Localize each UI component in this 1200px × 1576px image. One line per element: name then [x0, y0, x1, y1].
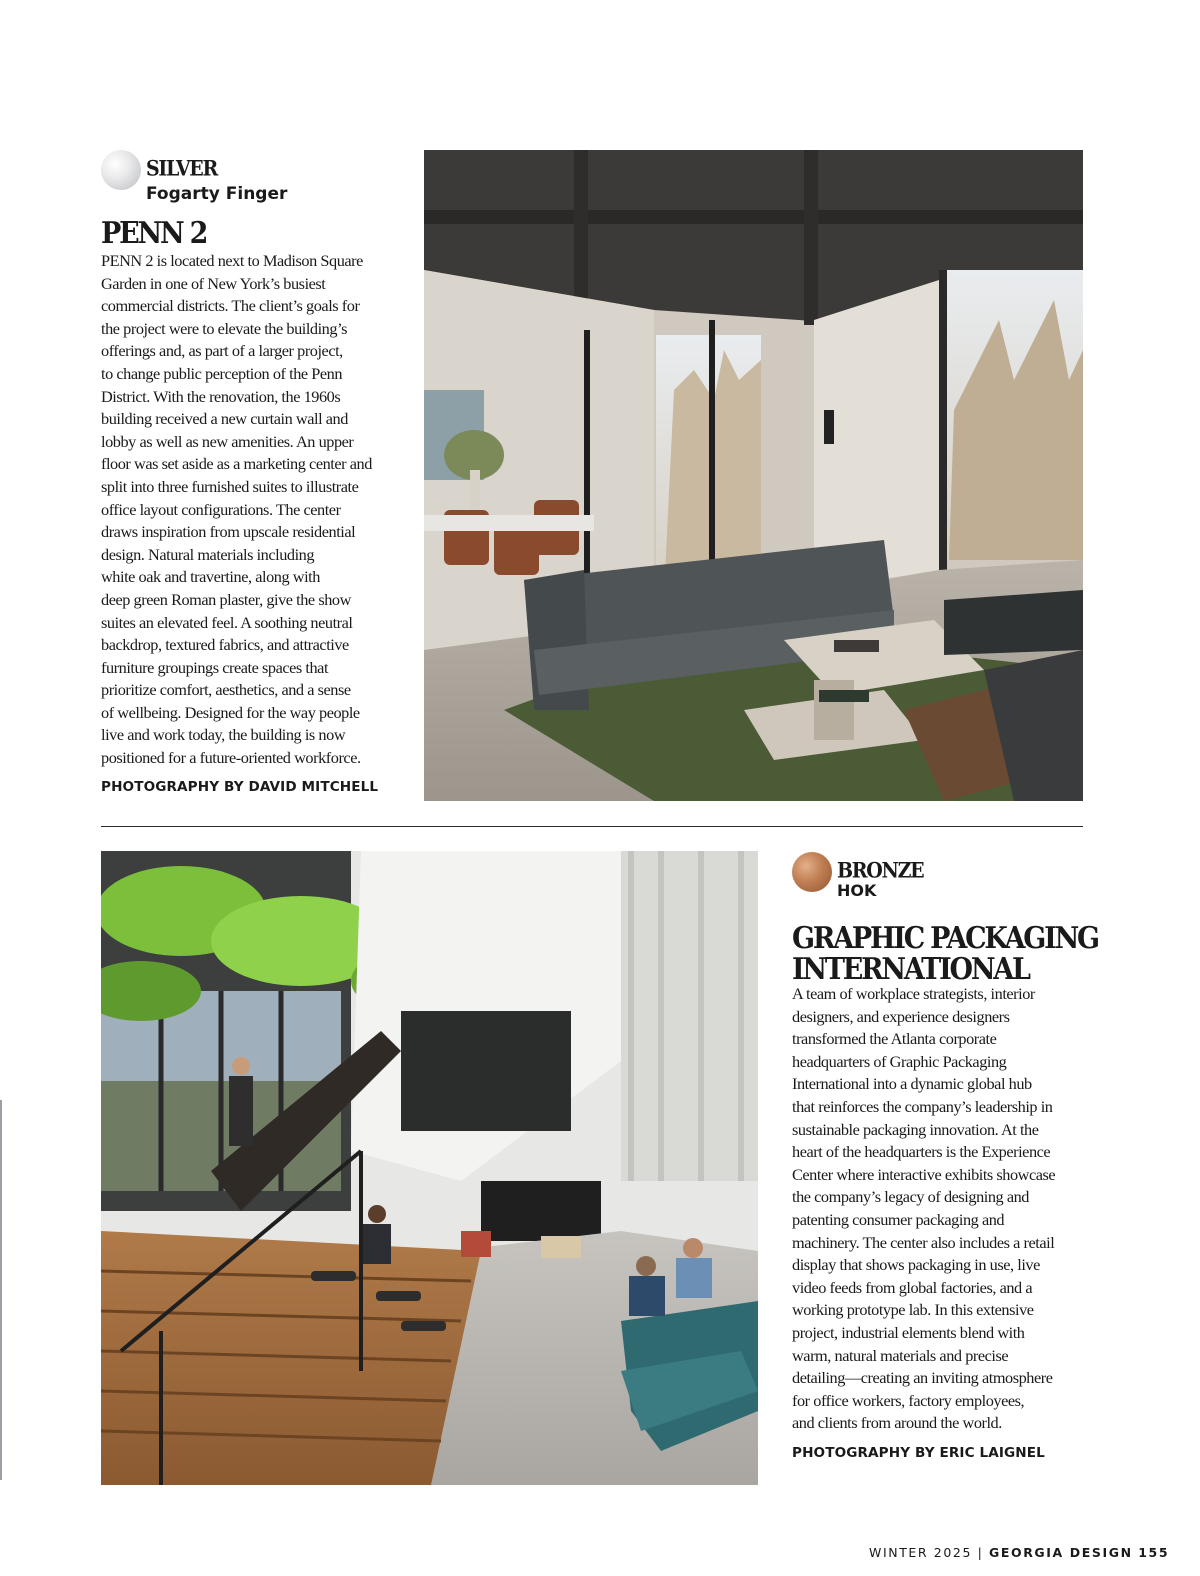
body-line: suites an elevated feel. A soothing neutral	[101, 612, 353, 632]
body-line: heart of the headquarters is the Experience	[792, 1142, 1051, 1162]
body-line: sustainable packaging innovation. At the	[792, 1119, 1039, 1139]
firm-name: HOK	[837, 881, 877, 900]
body-line: building received a new curtain wall and	[101, 409, 348, 429]
body-line: machinery. The center also includes a retail	[792, 1232, 1055, 1252]
body-line: display that shows packaging in use, live	[792, 1255, 1040, 1275]
section-divider	[101, 826, 1083, 827]
body-line: offerings and, as part of a larger project,	[101, 341, 343, 361]
silver-medal-icon	[101, 150, 141, 190]
article-body	[792, 983, 1092, 1435]
issue-season: WINTER 2025	[869, 1545, 973, 1560]
body-line: headquarters of Graphic Packaging	[792, 1051, 1007, 1071]
body-line: to change public perception of the Penn	[101, 363, 343, 383]
body-line: office layout configurations. The center	[101, 499, 341, 519]
photo-credit: PHOTOGRAPHY BY ERIC LAIGNEL	[792, 1445, 1045, 1461]
body-line: furniture groupings create spaces that	[101, 657, 329, 677]
body-line: deep green Roman plaster, give the show	[101, 589, 351, 609]
bronze-medal-icon	[792, 852, 832, 892]
body-line: District. With the renovation, the 1960s	[101, 386, 341, 406]
article-body-text	[101, 250, 401, 770]
body-line: draws inspiration from upscale residential	[101, 522, 356, 542]
body-line: split into three furnished suites to illustrate	[101, 476, 359, 496]
firm-name: Fogarty Finger	[146, 184, 288, 204]
body-line: designers, and experience designers	[792, 1006, 1010, 1026]
award-level: SILVER	[146, 156, 217, 182]
body-line: and clients from around the world.	[792, 1413, 1002, 1433]
body-line: the project were to elevate the building’s	[101, 318, 348, 338]
body-line: of wellbeing. Designed for the way people	[101, 702, 360, 722]
body-line: prioritize comfort, aesthetics, and a sense	[101, 680, 351, 700]
award-level: BRONZE	[837, 858, 924, 884]
body-line: Garden in one of New York’s busiest	[101, 273, 326, 293]
body-line: detailing—creating an inviting atmosphere	[792, 1368, 1053, 1388]
body-line: backdrop, textured fabrics, and attractive	[101, 635, 349, 655]
body-line: floor was set aside as a marketing center and	[101, 454, 372, 474]
body-line: that reinforces the company’s leadership in	[792, 1096, 1053, 1116]
body-line: Center where interactive exhibits showcase	[792, 1164, 1056, 1184]
body-line: project, industrial elements blend with	[792, 1322, 1025, 1342]
body-line: PENN 2 is located next to Madison Square	[101, 251, 363, 270]
body-line: lobby as well as new amenities. An upper	[101, 431, 354, 451]
article-body-text	[792, 983, 1092, 1435]
article-title	[792, 921, 1098, 987]
article-title: PENN 2	[101, 216, 207, 251]
page-number: 155	[1138, 1545, 1170, 1560]
body-line: working prototype lab. In this extensive	[792, 1300, 1034, 1320]
body-line: A team of workplace strategists, interior	[792, 984, 1035, 1003]
body-line: video feeds from global factories, and a	[792, 1277, 1033, 1297]
article-body	[101, 250, 401, 770]
page-folio	[869, 1545, 1169, 1560]
article-title-line-1: GRAPHIC PACKAGING	[792, 921, 1098, 956]
atrium-stair-photo	[101, 851, 758, 1485]
body-line: patenting consumer packaging and	[792, 1209, 1005, 1229]
magazine-name: GEORGIA DESIGN	[988, 1545, 1133, 1560]
body-line: design. Natural materials including	[101, 544, 315, 564]
body-line: International into a dynamic global hub	[792, 1074, 1032, 1094]
article-title-line-2: INTERNATIONAL	[792, 952, 1029, 987]
body-line: for office workers, factory employees,	[792, 1390, 1025, 1410]
body-line: commercial districts. The client’s goals for	[101, 296, 360, 316]
page-edge-mark	[0, 1100, 2, 1480]
folio-separator: |	[977, 1545, 984, 1560]
body-line: the company’s legacy of designing and	[792, 1187, 1029, 1207]
lounge-interior-photo	[424, 150, 1083, 801]
body-line: white oak and travertine, along with	[101, 567, 320, 587]
body-line: transformed the Atlanta corporate	[792, 1029, 997, 1049]
photo-credit: PHOTOGRAPHY BY DAVID MITCHELL	[101, 779, 379, 795]
body-line: positioned for a future-oriented workforce.	[101, 748, 361, 768]
body-line: warm, natural materials and precise	[792, 1345, 1009, 1365]
body-line: live and work today, the building is now	[101, 725, 346, 745]
